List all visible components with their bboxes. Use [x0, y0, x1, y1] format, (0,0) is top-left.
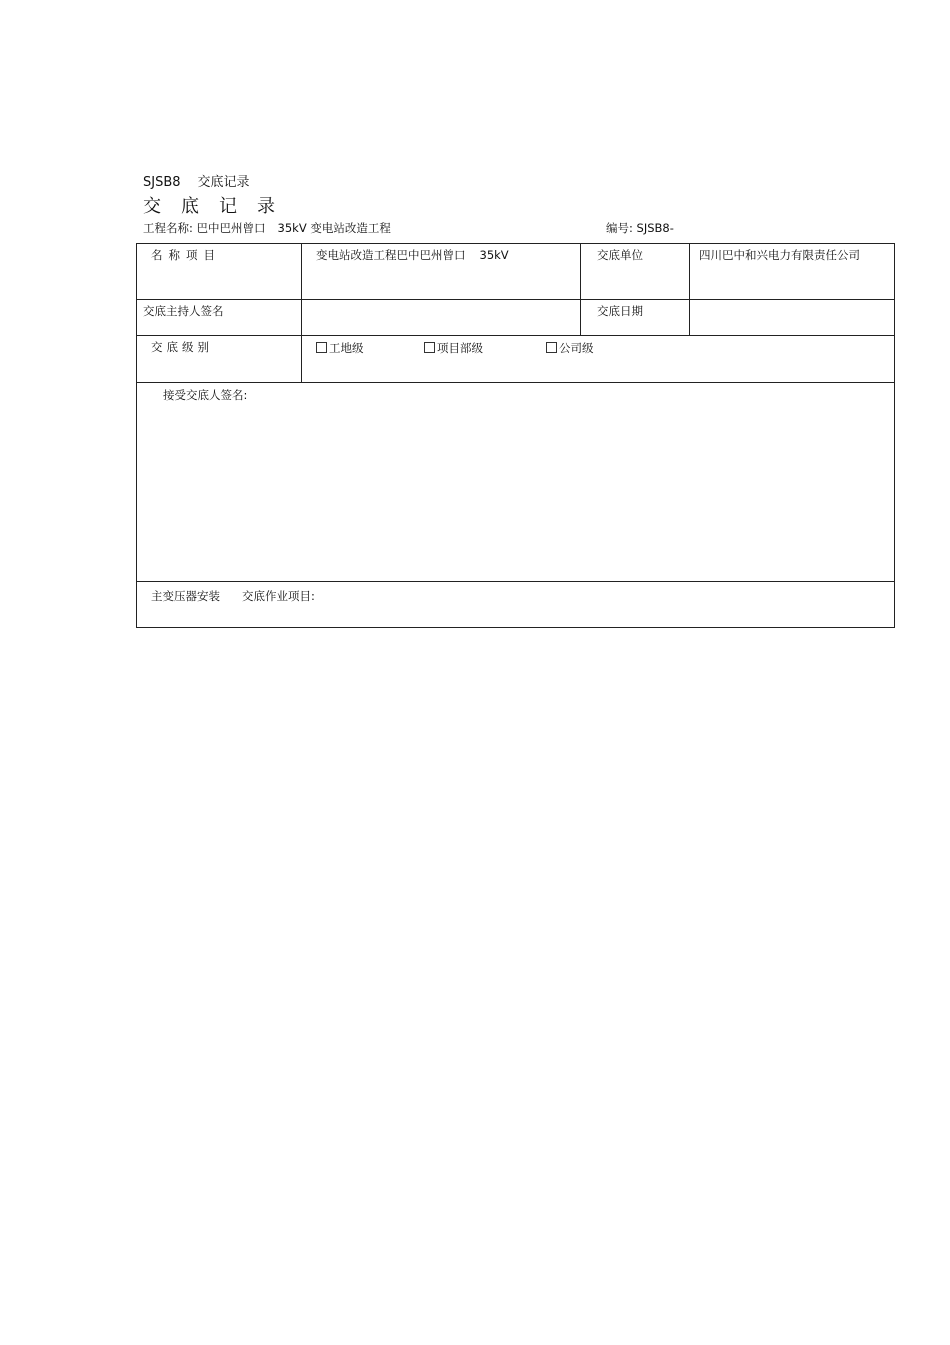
document-number-line	[606, 220, 674, 236]
table-row	[137, 244, 895, 300]
host-signature-label: 交底主持人签名	[143, 304, 224, 318]
table-row	[137, 336, 895, 383]
date-label: 交底日期	[597, 304, 643, 318]
checkbox-icon[interactable]	[316, 342, 327, 353]
project-label: 工程名称:	[143, 221, 193, 235]
date-field[interactable]	[690, 300, 895, 336]
level-option-site[interactable]	[316, 340, 364, 356]
table-row	[137, 300, 895, 336]
level-option-project[interactable]	[424, 340, 483, 356]
record-table	[136, 243, 895, 628]
level-option-company[interactable]	[546, 340, 594, 356]
level-options-cell	[302, 336, 895, 383]
task-item-label: 交底作业项目:	[242, 589, 315, 603]
level-option-project-label: 项目部级	[437, 341, 483, 355]
name-project-value	[302, 244, 580, 263]
document-code: SJSB8	[143, 175, 181, 190]
document-code-line	[143, 171, 250, 190]
checkbox-icon[interactable]	[546, 342, 557, 353]
label-cell	[137, 336, 302, 383]
page-title: 交底记录	[143, 196, 295, 217]
table-row	[137, 582, 895, 628]
value-cell[interactable]	[690, 244, 895, 300]
receiver-signature-label: 接受交底人签名:	[163, 388, 248, 402]
number-label: 编号:	[606, 221, 633, 235]
project-name-part2: 35kV 变电站改造工程	[277, 221, 391, 235]
project-name-part1: 巴中巴州曾口	[196, 221, 266, 235]
table-row	[137, 383, 895, 582]
host-signature-value	[302, 300, 580, 303]
checkbox-icon[interactable]	[424, 342, 435, 353]
unit-label: 交底单位	[597, 248, 643, 262]
task-item-name: 主变压器安装	[151, 589, 220, 603]
number-value: SJSB8-	[636, 221, 674, 235]
label-cell	[581, 244, 690, 300]
name-project-value-part2: 35kV	[479, 248, 509, 262]
label-cell	[137, 300, 302, 336]
level-label: 交底级别	[151, 340, 213, 354]
name-project-value-part1: 变电站改造工程巴中巴州曾口	[316, 248, 466, 262]
label-cell	[581, 300, 690, 336]
level-option-site-label: 工地级	[329, 341, 364, 355]
name-project-label: 名称项目	[151, 248, 221, 262]
task-item-cell[interactable]	[137, 582, 895, 628]
document-code-title: 交底记录	[197, 175, 250, 190]
receiver-signature-area[interactable]	[137, 383, 895, 582]
project-name-line	[143, 220, 391, 236]
task-item-line	[137, 582, 894, 604]
level-option-company-label: 公司级	[559, 341, 594, 355]
host-signature-field[interactable]	[302, 300, 581, 336]
date-value	[690, 300, 894, 303]
unit-value: 四川巴中和兴电力有限责任公司	[699, 248, 860, 262]
label-cell	[137, 244, 302, 300]
value-cell[interactable]	[302, 244, 581, 300]
